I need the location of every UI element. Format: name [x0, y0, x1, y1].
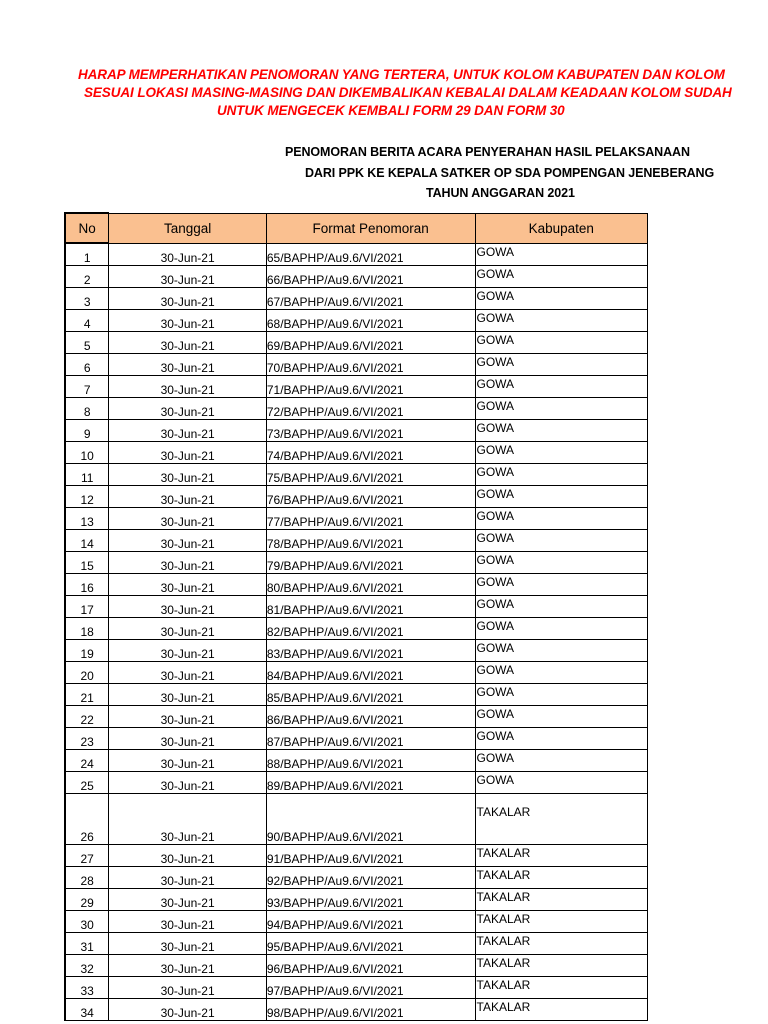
- header-format: Format Penomoran: [266, 213, 475, 243]
- table-row: [65, 551, 648, 573]
- cell-format: 78/BAPHP/Au9.6/VI/2021: [266, 529, 475, 551]
- cell-tanggal: 30-Jun-21: [109, 793, 266, 844]
- cell-tanggal: 30-Jun-21: [109, 910, 266, 932]
- table-body: [65, 243, 648, 1020]
- cell-format: 73/BAPHP/Au9.6/VI/2021: [266, 419, 475, 441]
- cell-no: 23: [65, 727, 109, 749]
- cell-no: 20: [65, 661, 109, 683]
- cell-no: 19: [65, 639, 109, 661]
- table-row: [65, 866, 648, 888]
- cell-no: 13: [65, 507, 109, 529]
- cell-kabupaten: GOWA: [475, 771, 648, 793]
- cell-no: 24: [65, 749, 109, 771]
- cell-tanggal: 30-Jun-21: [109, 507, 266, 529]
- cell-no: 10: [65, 441, 109, 463]
- cell-format: 68/BAPHP/Au9.6/VI/2021: [266, 309, 475, 331]
- table-row: [65, 683, 648, 705]
- cell-kabupaten: GOWA: [475, 309, 648, 331]
- notice-line-1: HARAP MEMPERHATIKAN PENOMORAN YANG TERTERA, UNTUK KOLOM KABUPATEN DAN KOLOM: [78, 67, 725, 82]
- cell-no: 12: [65, 485, 109, 507]
- cell-tanggal: 30-Jun-21: [109, 888, 266, 910]
- cell-kabupaten: GOWA: [475, 595, 648, 617]
- cell-format: 83/BAPHP/Au9.6/VI/2021: [266, 639, 475, 661]
- cell-kabupaten: GOWA: [475, 617, 648, 639]
- cell-no: 18: [65, 617, 109, 639]
- cell-format: 92/BAPHP/Au9.6/VI/2021: [266, 866, 475, 888]
- table-row: [65, 419, 648, 441]
- cell-kabupaten: TAKALAR: [475, 910, 648, 932]
- cell-tanggal: 30-Jun-21: [109, 844, 266, 866]
- cell-format: 86/BAPHP/Au9.6/VI/2021: [266, 705, 475, 727]
- cell-tanggal: 30-Jun-21: [109, 727, 266, 749]
- cell-format: 66/BAPHP/Au9.6/VI/2021: [266, 265, 475, 287]
- cell-tanggal: 30-Jun-21: [109, 551, 266, 573]
- cell-no: 4: [65, 309, 109, 331]
- cell-kabupaten: GOWA: [475, 287, 648, 309]
- cell-no: 22: [65, 705, 109, 727]
- cell-tanggal: 30-Jun-21: [109, 661, 266, 683]
- cell-kabupaten: GOWA: [475, 661, 648, 683]
- cell-kabupaten: GOWA: [475, 551, 648, 573]
- cell-no: 34: [65, 998, 109, 1020]
- table-row: [65, 485, 648, 507]
- table-row: [65, 441, 648, 463]
- cell-format: 90/BAPHP/Au9.6/VI/2021: [266, 793, 475, 844]
- cell-kabupaten: GOWA: [475, 639, 648, 661]
- cell-kabupaten: GOWA: [475, 529, 648, 551]
- cell-no: 31: [65, 932, 109, 954]
- cell-tanggal: 30-Jun-21: [109, 866, 266, 888]
- cell-format: 85/BAPHP/Au9.6/VI/2021: [266, 683, 475, 705]
- cell-format: 84/BAPHP/Au9.6/VI/2021: [266, 661, 475, 683]
- cell-format: 80/BAPHP/Au9.6/VI/2021: [266, 573, 475, 595]
- cell-format: 72/BAPHP/Au9.6/VI/2021: [266, 397, 475, 419]
- table-row: [65, 375, 648, 397]
- notice-line-2: SESUAI LOKASI MASING-MASING DAN DIKEMBALIKAN KEBALAI DALAM KEADAAN KOLOM SUDAH: [84, 85, 732, 100]
- cell-format: 81/BAPHP/Au9.6/VI/2021: [266, 595, 475, 617]
- cell-no: 15: [65, 551, 109, 573]
- table-row: [65, 976, 648, 998]
- heading-line-3: TAHUN ANGGARAN 2021: [426, 186, 575, 200]
- table-row: [65, 617, 648, 639]
- cell-no: 17: [65, 595, 109, 617]
- cell-tanggal: 30-Jun-21: [109, 441, 266, 463]
- cell-format: 82/BAPHP/Au9.6/VI/2021: [266, 617, 475, 639]
- cell-format: 88/BAPHP/Au9.6/VI/2021: [266, 749, 475, 771]
- table-row: [65, 573, 648, 595]
- table-row: [65, 353, 648, 375]
- cell-format: 96/BAPHP/Au9.6/VI/2021: [266, 954, 475, 976]
- cell-no: 14: [65, 529, 109, 551]
- table-row: [65, 998, 648, 1020]
- table-row: [65, 243, 648, 265]
- cell-no: 27: [65, 844, 109, 866]
- cell-kabupaten: GOWA: [475, 441, 648, 463]
- cell-tanggal: 30-Jun-21: [109, 419, 266, 441]
- header-tanggal: Tanggal: [109, 213, 266, 243]
- cell-kabupaten: TAKALAR: [475, 793, 648, 844]
- cell-no: 26: [65, 793, 109, 844]
- cell-tanggal: 30-Jun-21: [109, 749, 266, 771]
- table-row: [65, 397, 648, 419]
- cell-no: 2: [65, 265, 109, 287]
- cell-kabupaten: TAKALAR: [475, 954, 648, 976]
- cell-no: 5: [65, 331, 109, 353]
- cell-no: 32: [65, 954, 109, 976]
- cell-kabupaten: GOWA: [475, 419, 648, 441]
- cell-format: 71/BAPHP/Au9.6/VI/2021: [266, 375, 475, 397]
- cell-tanggal: 30-Jun-21: [109, 309, 266, 331]
- table-row: [65, 507, 648, 529]
- cell-no: 1: [65, 243, 109, 265]
- table-row: [65, 954, 648, 976]
- cell-tanggal: 30-Jun-21: [109, 683, 266, 705]
- cell-tanggal: 30-Jun-21: [109, 243, 266, 265]
- cell-no: 16: [65, 573, 109, 595]
- cell-tanggal: 30-Jun-21: [109, 353, 266, 375]
- cell-format: 75/BAPHP/Au9.6/VI/2021: [266, 463, 475, 485]
- table-row: [65, 463, 648, 485]
- cell-format: 94/BAPHP/Au9.6/VI/2021: [266, 910, 475, 932]
- cell-tanggal: 30-Jun-21: [109, 771, 266, 793]
- header-kabupaten: Kabupaten: [475, 213, 648, 243]
- cell-kabupaten: GOWA: [475, 749, 648, 771]
- cell-format: 97/BAPHP/Au9.6/VI/2021: [266, 976, 475, 998]
- cell-tanggal: 30-Jun-21: [109, 617, 266, 639]
- table-row: [65, 727, 648, 749]
- cell-no: 33: [65, 976, 109, 998]
- table-row: [65, 287, 648, 309]
- cell-no: 9: [65, 419, 109, 441]
- cell-kabupaten: GOWA: [475, 397, 648, 419]
- cell-tanggal: 30-Jun-21: [109, 932, 266, 954]
- cell-format: 91/BAPHP/Au9.6/VI/2021: [266, 844, 475, 866]
- table-row: [65, 844, 648, 866]
- cell-kabupaten: GOWA: [475, 705, 648, 727]
- heading-line-2: DARI PPK KE KEPALA SATKER OP SDA POMPENGAN JENEBERANG: [305, 166, 715, 180]
- cell-kabupaten: GOWA: [475, 243, 648, 265]
- heading-line-1: PENOMORAN BERITA ACARA PENYERAHAN HASIL PELAKSANAAN: [285, 145, 690, 159]
- table-header-row: [65, 213, 648, 243]
- cell-format: 95/BAPHP/Au9.6/VI/2021: [266, 932, 475, 954]
- table-row: [65, 771, 648, 793]
- cell-kabupaten: TAKALAR: [475, 976, 648, 998]
- table-row: [65, 309, 648, 331]
- numbering-table: [64, 212, 648, 1021]
- table-row: [65, 705, 648, 727]
- cell-kabupaten: TAKALAR: [475, 998, 648, 1020]
- cell-kabupaten: TAKALAR: [475, 932, 648, 954]
- cell-format: 76/BAPHP/Au9.6/VI/2021: [266, 485, 475, 507]
- cell-kabupaten: TAKALAR: [475, 844, 648, 866]
- cell-no: 29: [65, 888, 109, 910]
- table-row: [65, 661, 648, 683]
- cell-no: 25: [65, 771, 109, 793]
- cell-no: 11: [65, 463, 109, 485]
- cell-format: 87/BAPHP/Au9.6/VI/2021: [266, 727, 475, 749]
- cell-kabupaten: GOWA: [475, 507, 648, 529]
- cell-format: 70/BAPHP/Au9.6/VI/2021: [266, 353, 475, 375]
- cell-tanggal: 30-Jun-21: [109, 485, 266, 507]
- cell-format: 74/BAPHP/Au9.6/VI/2021: [266, 441, 475, 463]
- cell-tanggal: 30-Jun-21: [109, 287, 266, 309]
- table-row: [65, 888, 648, 910]
- cell-kabupaten: GOWA: [475, 331, 648, 353]
- cell-kabupaten: GOWA: [475, 573, 648, 595]
- cell-no: 21: [65, 683, 109, 705]
- table-row: [65, 331, 648, 353]
- cell-tanggal: 30-Jun-21: [109, 639, 266, 661]
- cell-no: 3: [65, 287, 109, 309]
- cell-tanggal: 30-Jun-21: [109, 998, 266, 1020]
- cell-format: 67/BAPHP/Au9.6/VI/2021: [266, 287, 475, 309]
- cell-format: 79/BAPHP/Au9.6/VI/2021: [266, 551, 475, 573]
- cell-tanggal: 30-Jun-21: [109, 331, 266, 353]
- cell-no: 8: [65, 397, 109, 419]
- cell-kabupaten: GOWA: [475, 265, 648, 287]
- cell-format: 98/BAPHP/Au9.6/VI/2021: [266, 998, 475, 1020]
- cell-tanggal: 30-Jun-21: [109, 976, 266, 998]
- cell-tanggal: 30-Jun-21: [109, 375, 266, 397]
- cell-tanggal: 30-Jun-21: [109, 705, 266, 727]
- header-no: No: [65, 213, 109, 243]
- cell-format: 89/BAPHP/Au9.6/VI/2021: [266, 771, 475, 793]
- cell-tanggal: 30-Jun-21: [109, 463, 266, 485]
- cell-kabupaten: GOWA: [475, 353, 648, 375]
- cell-kabupaten: TAKALAR: [475, 888, 648, 910]
- cell-format: 77/BAPHP/Au9.6/VI/2021: [266, 507, 475, 529]
- table-row: [65, 265, 648, 287]
- cell-kabupaten: TAKALAR: [475, 866, 648, 888]
- cell-kabupaten: GOWA: [475, 485, 648, 507]
- cell-tanggal: 30-Jun-21: [109, 573, 266, 595]
- cell-kabupaten: GOWA: [475, 727, 648, 749]
- cell-tanggal: 30-Jun-21: [109, 265, 266, 287]
- cell-format: 69/BAPHP/Au9.6/VI/2021: [266, 331, 475, 353]
- cell-no: 28: [65, 866, 109, 888]
- cell-format: 93/BAPHP/Au9.6/VI/2021: [266, 888, 475, 910]
- notice-line-3: UNTUK MENGECEK KEMBALI FORM 29 DAN FORM 30: [217, 103, 565, 118]
- cell-tanggal: 30-Jun-21: [109, 529, 266, 551]
- cell-tanggal: 30-Jun-21: [109, 595, 266, 617]
- cell-kabupaten: GOWA: [475, 463, 648, 485]
- table-row: [65, 793, 648, 844]
- cell-no: 30: [65, 910, 109, 932]
- cell-tanggal: 30-Jun-21: [109, 397, 266, 419]
- table-row: [65, 910, 648, 932]
- table-row: [65, 932, 648, 954]
- cell-no: 6: [65, 353, 109, 375]
- table-row: [65, 595, 648, 617]
- table-row: [65, 749, 648, 771]
- table-row: [65, 529, 648, 551]
- cell-format: 65/BAPHP/Au9.6/VI/2021: [266, 243, 475, 265]
- cell-tanggal: 30-Jun-21: [109, 954, 266, 976]
- cell-no: 7: [65, 375, 109, 397]
- cell-kabupaten: GOWA: [475, 683, 648, 705]
- table-row: [65, 639, 648, 661]
- cell-kabupaten: GOWA: [475, 375, 648, 397]
